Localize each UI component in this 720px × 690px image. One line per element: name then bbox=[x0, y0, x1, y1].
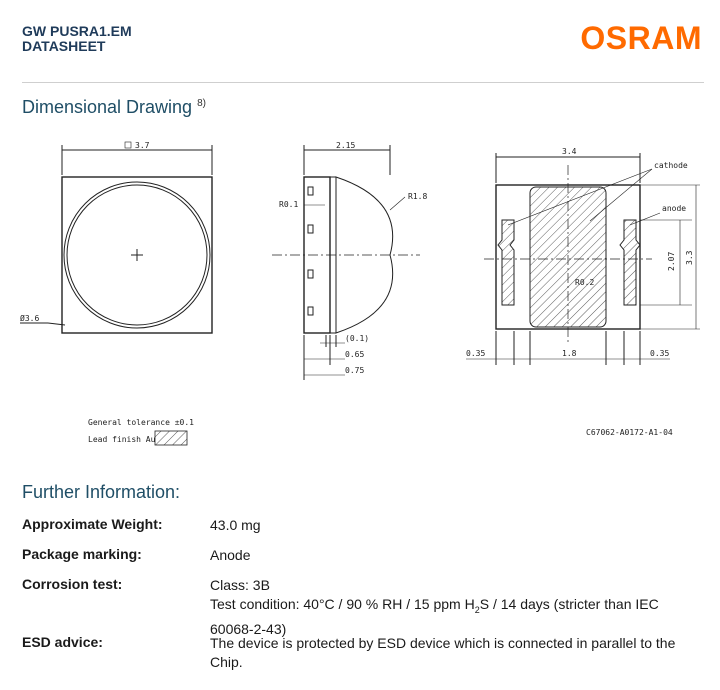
info-value: Anode bbox=[210, 547, 251, 563]
info-key: Approximate Weight: bbox=[22, 516, 163, 532]
drawing-id: C67062-A0172-A1-04 bbox=[586, 428, 673, 437]
info-value: 43.0 mg bbox=[210, 517, 261, 533]
dim-18-label: 1.8 bbox=[562, 349, 577, 358]
side-r-small-label: R0.1 bbox=[279, 200, 299, 209]
product-name: GW PUSRA1.EM bbox=[22, 23, 132, 39]
center-radius-label: R0.2 bbox=[575, 278, 595, 287]
info-value: The device is protected by ESD device which is connected in parallel to the Chip. bbox=[210, 635, 676, 670]
info-key: Package marking: bbox=[22, 546, 142, 562]
section-title-further-information: Further Information: bbox=[22, 482, 181, 502]
dim-207-label: 2.07 bbox=[667, 251, 676, 271]
dim-33-label: 3.3 bbox=[685, 250, 694, 265]
corrosion-condition: Test condition: 40°C / 90 % RH / 15 ppm $H_2S / 14$ days (stricter than IEC 60068-2-43) bbox=[210, 596, 659, 637]
cathode-label: cathode bbox=[654, 161, 688, 170]
bottom-width-label: 3.4 bbox=[562, 147, 577, 156]
corrosion-class: Class: 3B bbox=[210, 577, 270, 593]
dim-035-left-label: 0.35 bbox=[466, 349, 486, 358]
doc-type: DATASHEET bbox=[22, 38, 106, 54]
info-key: Corrosion test: bbox=[22, 576, 123, 592]
side-r-large-label: R1.8 bbox=[408, 192, 428, 201]
footnote-ref: 8) bbox=[197, 98, 206, 109]
anode-label: anode bbox=[662, 204, 687, 213]
top-dim-label: 3.7 bbox=[135, 141, 150, 150]
page-header bbox=[22, 20, 704, 83]
side-dim2-label: 0.65 bbox=[345, 350, 365, 359]
side-dim1-label: (0.1) bbox=[345, 334, 370, 343]
diameter-label: Ø3.6 bbox=[20, 314, 40, 323]
dimensional-drawing bbox=[0, 125, 720, 455]
tolerance-note: General tolerance ±0.1 bbox=[88, 418, 194, 427]
dim-035-right-label: 0.35 bbox=[650, 349, 670, 358]
side-dim3-label: 0.75 bbox=[345, 366, 365, 375]
section-title-dimensional-drawing: Dimensional Drawing $^{8)}$ bbox=[22, 97, 206, 117]
info-value bbox=[210, 576, 680, 639]
info-key: ESD advice: bbox=[22, 634, 103, 650]
top-view bbox=[20, 142, 212, 333]
product-title bbox=[22, 24, 132, 54]
bottom-view bbox=[466, 153, 700, 365]
lead-finish-swatch bbox=[155, 431, 187, 445]
lead-finish-note: Lead finish Au bbox=[88, 435, 156, 444]
side-view bbox=[272, 145, 420, 380]
side-width-label: 2.15 bbox=[336, 141, 356, 150]
osram-logo: OSRAM bbox=[580, 20, 702, 56]
